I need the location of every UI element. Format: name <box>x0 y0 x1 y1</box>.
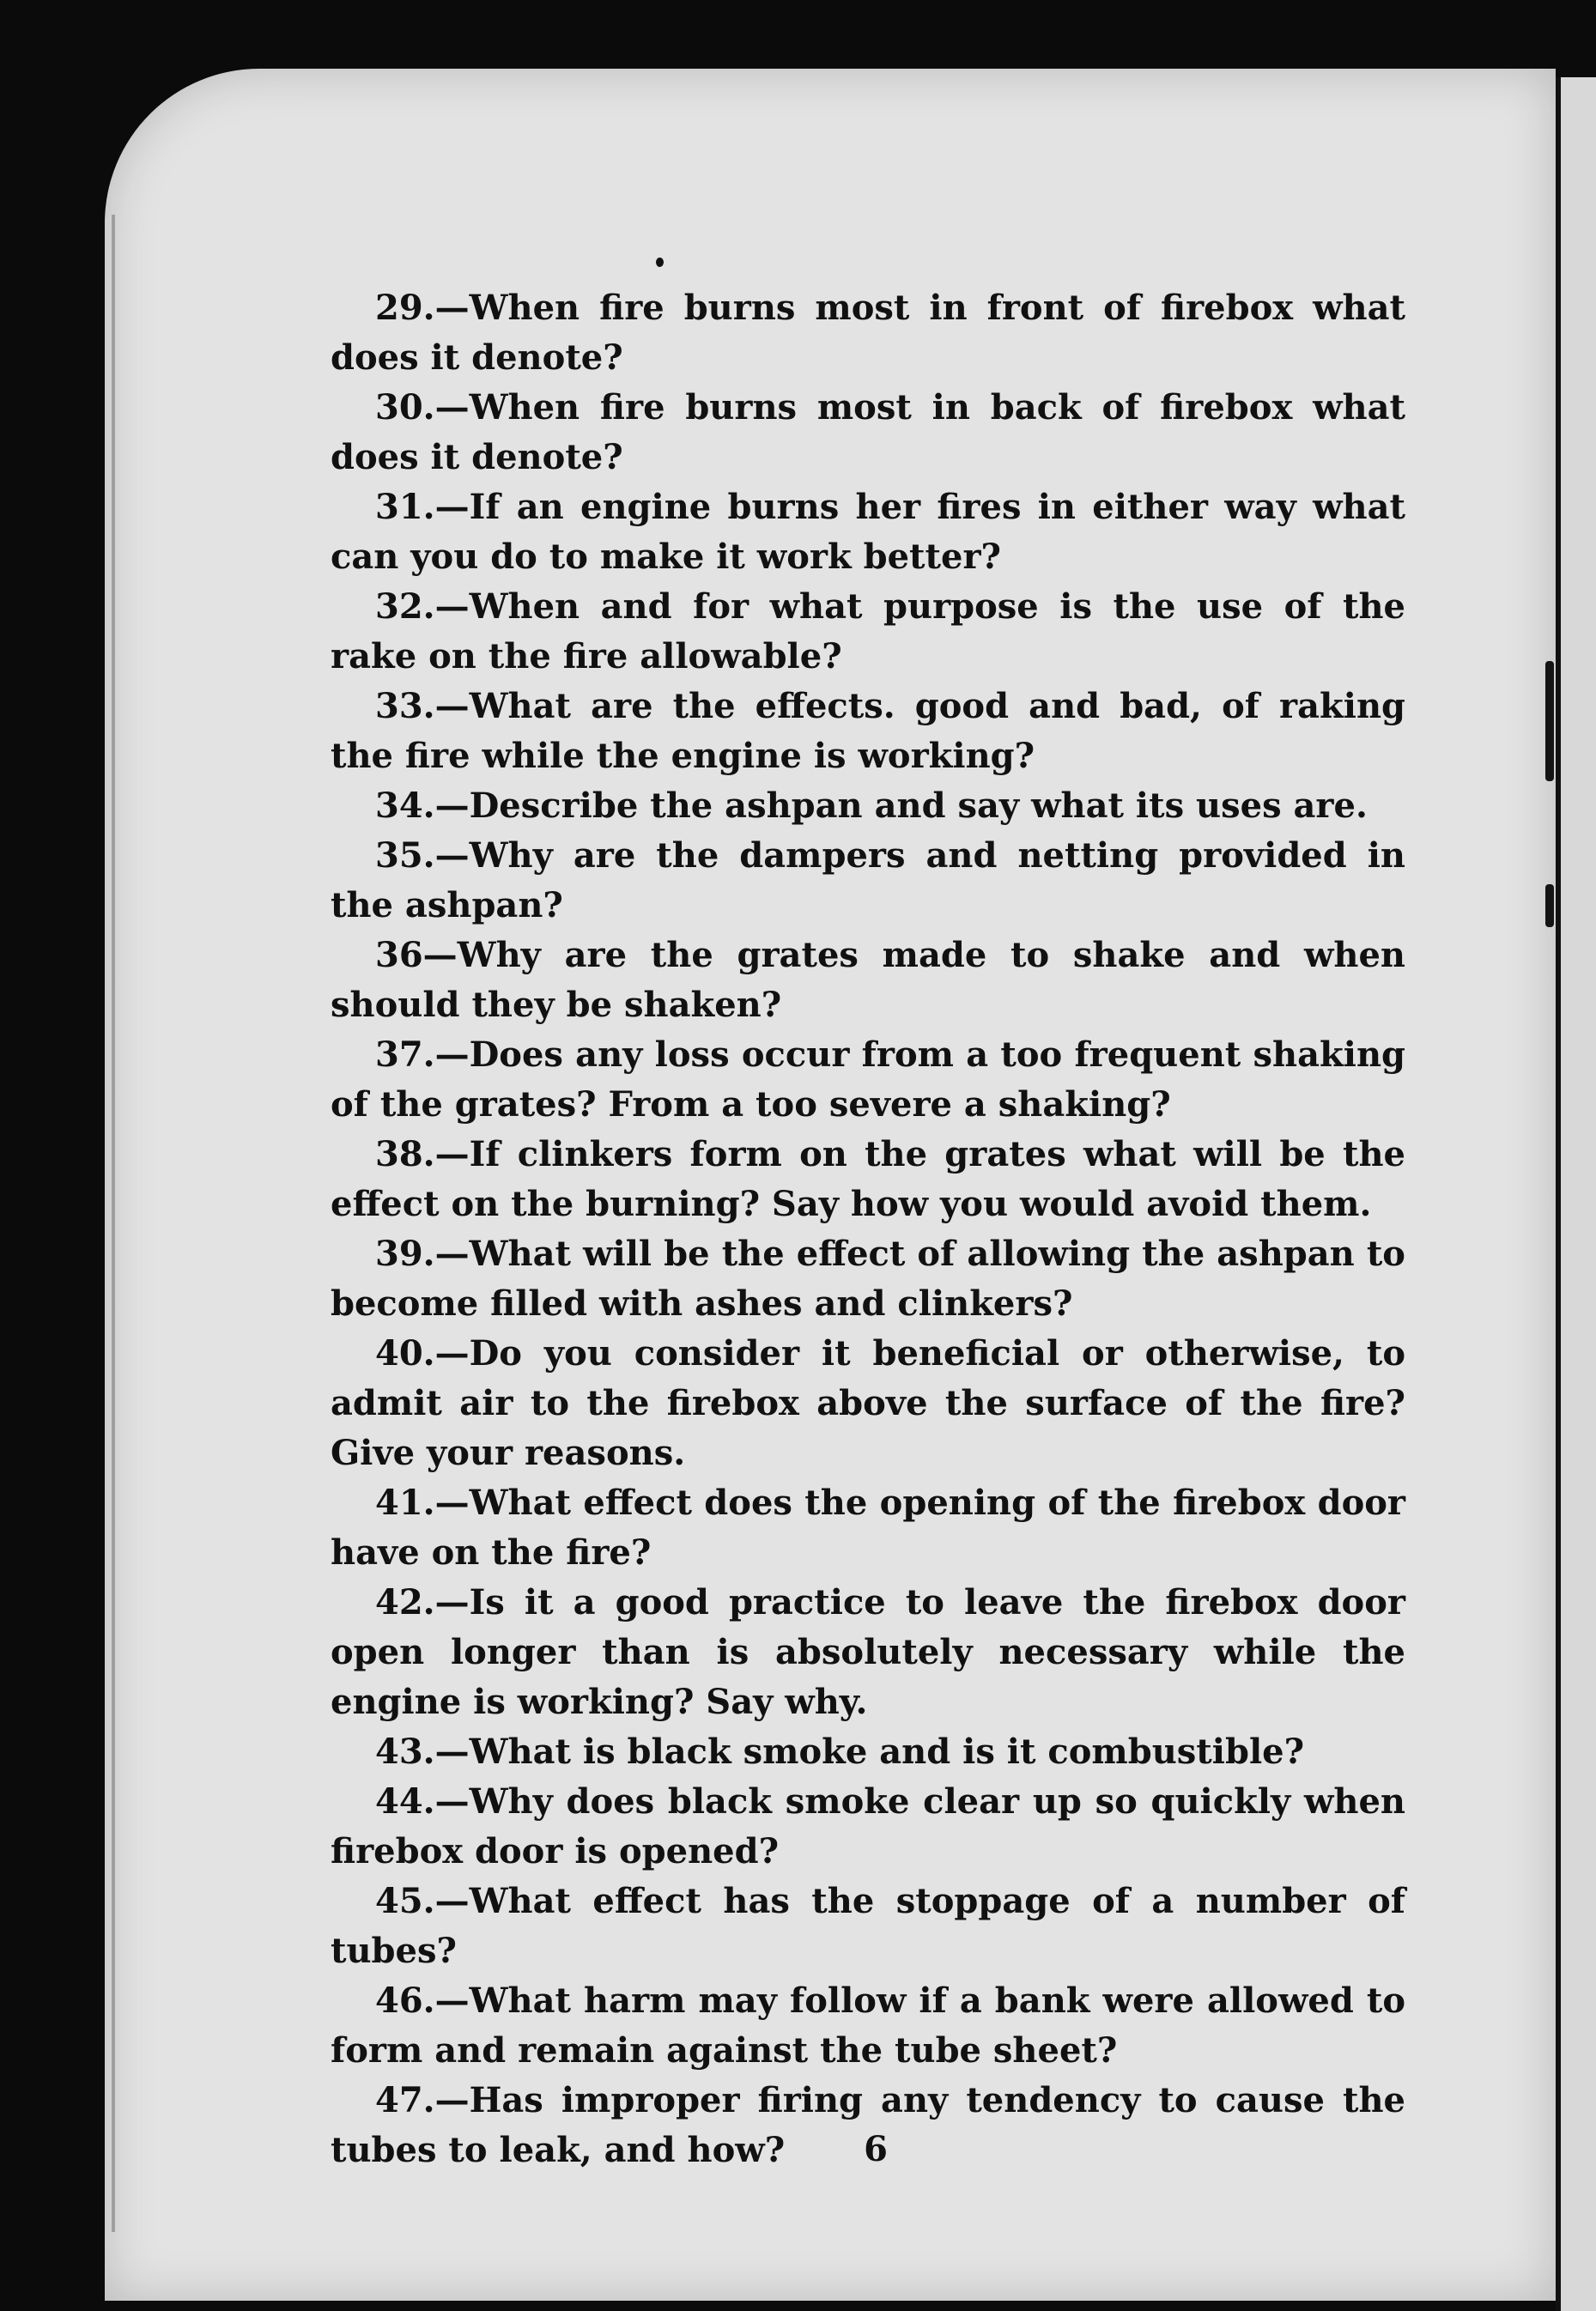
question-32: 32.—When and for what purpose is the use of the rake on the fire allowable? <box>331 586 1405 676</box>
question-38: 38.—If clinkers form on the grates what will be the effect on the burning? Say how you would avoid them. <box>331 1134 1405 1224</box>
question-30: 30.—When fire burns most in back of firebox what does it denote? <box>331 387 1405 477</box>
question-46: 46.—What harm may follow if a bank were allowed to form and remain against the tube sheet? <box>331 1980 1405 2071</box>
binding-mark <box>1545 661 1554 781</box>
question-33: 33.—What are the effects. good and bad, of raking the fire while the engine is working? <box>331 686 1405 776</box>
page-number: 6 <box>864 2129 888 2169</box>
question-40: 40.—Do you consider it beneficial or otherwise, to admit air to the firebox above the surface of the fire? Give your reasons. <box>331 1333 1405 1473</box>
binding-mark <box>1545 884 1554 927</box>
question-34: 34.—Describe the ashpan and say what its uses are. <box>375 785 1368 826</box>
question-39: 39.—What will be the effect of allowing the ashpan to become filled with ashes and clinkers? <box>331 1234 1405 1324</box>
question-42: 42.—Is it a good practice to leave the firebox door open longer than is absolutely necessary while the engine is working? Say why. <box>331 1582 1405 1722</box>
page-crease <box>112 215 115 2232</box>
question-29: 29.—When fire burns most in front of firebox what does it denote? <box>331 288 1405 378</box>
question-list <box>331 283 1405 2175</box>
question-47: 47.—Has improper firing any tendency to cause the tubes to leak, and how? <box>331 2080 1405 2170</box>
question-35: 35.—Why are the dampers and netting provided in the ashpan? <box>331 835 1405 925</box>
question-31: 31.—If an engine burns her fires in either way what can you do to make it work better? <box>331 487 1405 577</box>
facing-page-edge <box>1556 77 1596 2311</box>
question-37: 37.—Does any loss occur from a too frequent shaking of the grates? From a too severe a shaking? <box>331 1034 1405 1125</box>
question-44: 44.—Why does black smoke clear up so quickly when firebox door is opened? <box>331 1781 1405 1871</box>
question-41: 41.—What effect does the opening of the firebox door have on the fire? <box>331 1483 1405 1573</box>
question-43: 43.—What is black smoke and is it combustible? <box>375 1732 1305 1772</box>
question-45: 45.—What effect has the stoppage of a number of tubes? <box>331 1881 1405 1971</box>
question-36: 36—Why are the grates made to shake and when should they be shaken? <box>331 935 1405 1025</box>
ink-dot <box>656 258 664 267</box>
